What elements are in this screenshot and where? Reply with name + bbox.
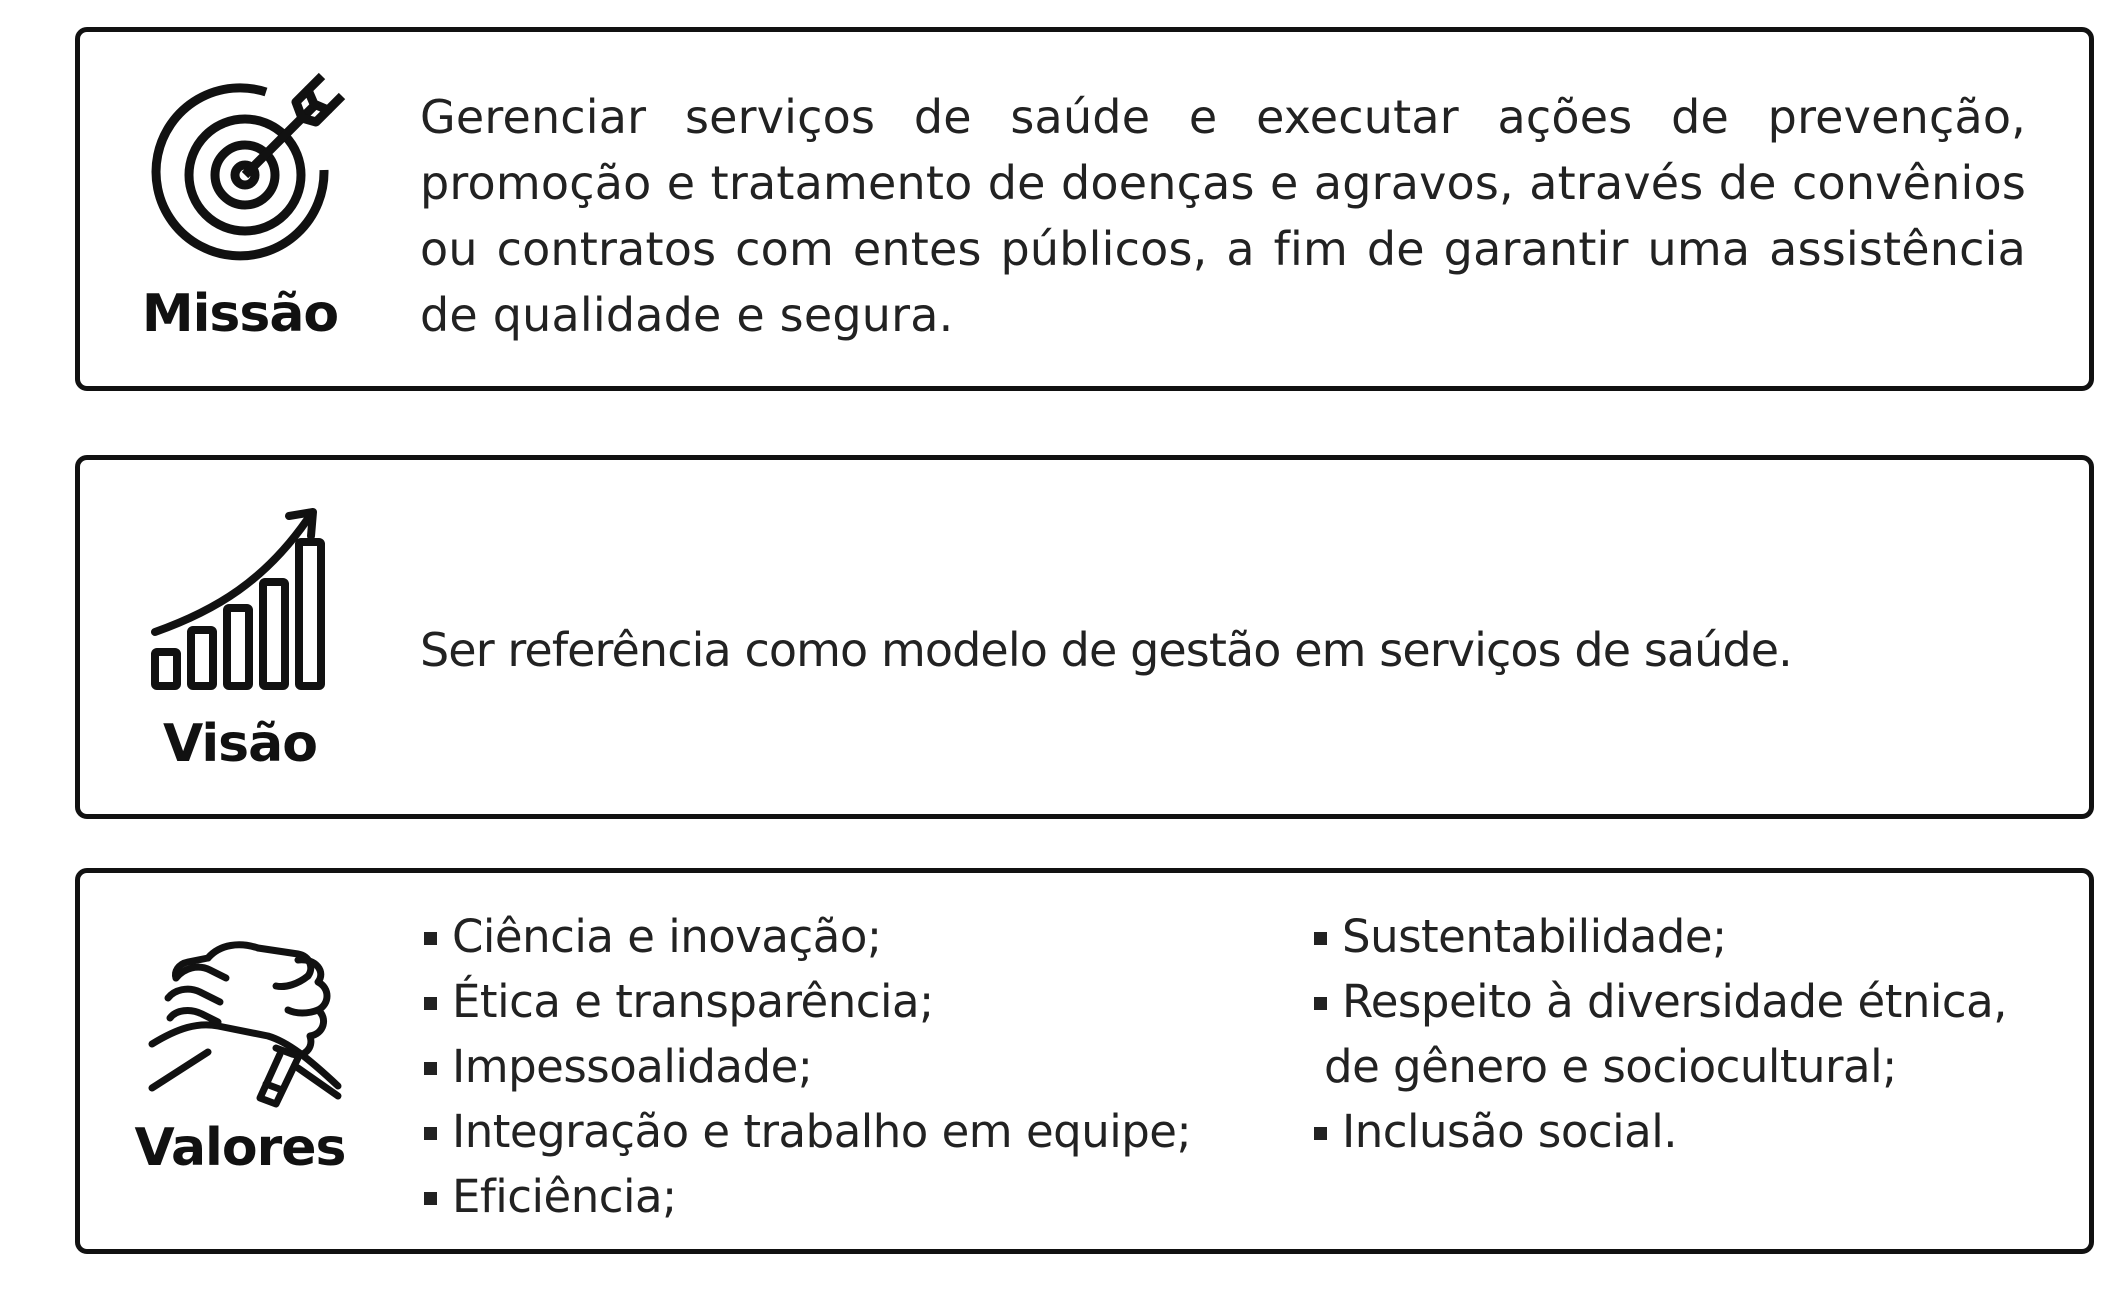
handshake-icon xyxy=(148,918,348,1118)
list-item: Integração e trabalho em equipe; xyxy=(420,1099,1300,1164)
missao-icon-column xyxy=(80,32,400,386)
list-item: Ética e transparência; xyxy=(420,969,1300,1034)
list-item: Inclusão social. xyxy=(1310,1099,2090,1164)
valores-list-left xyxy=(420,904,1300,1229)
list-item: Impessoalidade; xyxy=(420,1034,1300,1099)
valores-label: Valores xyxy=(134,1118,346,1178)
list-item-continuation: de gênero e sociocultural; xyxy=(1324,1040,1897,1093)
missao-text: Gerenciar serviços de saúde e executar ações de prevenção, promoção e tratamento de doenças e agravos, através de convênios ou contratos com entes públicos, a fim de garantir uma assistência de qualidade e segura. xyxy=(420,90,2026,342)
valores-icon-column xyxy=(80,873,400,1249)
growth-chart-icon xyxy=(147,500,347,700)
list-item: Respeito à diversidade étnica, xyxy=(1310,969,2090,1034)
valores-list-right xyxy=(1310,904,2090,1164)
visao-text: Ser referência como modelo de gestão em serviços de saúde. xyxy=(420,623,1792,677)
missao-label: Missão xyxy=(141,284,339,344)
visao-icon-column xyxy=(80,460,400,814)
list-item: Eficiência; xyxy=(420,1164,1300,1229)
visao-label: Visão xyxy=(163,714,317,774)
list-item: Ciência e inovação; xyxy=(420,904,1300,969)
missao-card xyxy=(75,27,2094,391)
valores-card xyxy=(75,868,2094,1254)
visao-card xyxy=(75,455,2094,819)
list-item: Sustentabilidade; xyxy=(1310,904,2090,969)
target-icon xyxy=(146,72,346,272)
